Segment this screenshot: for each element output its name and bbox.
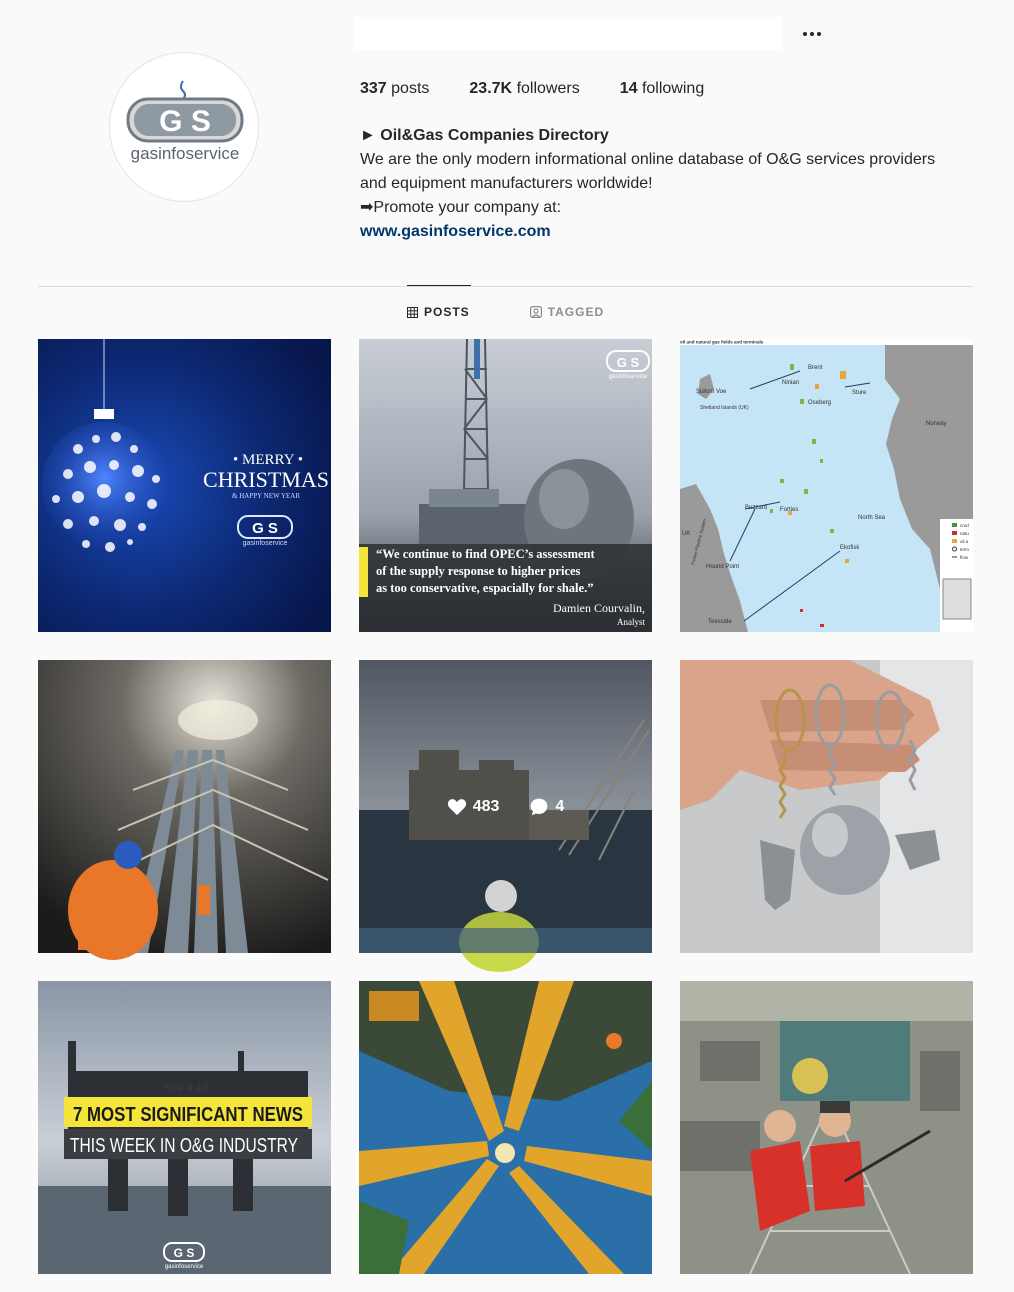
followers-stat[interactable] — [469, 80, 579, 98]
tower-selfie-image — [680, 981, 973, 1274]
profile-tabs — [407, 305, 604, 319]
more-dot-icon — [817, 32, 821, 36]
weekly-news-image — [38, 981, 331, 1274]
comment-icon — [529, 797, 549, 817]
christmas-text: CHRISTMAS — [203, 467, 329, 492]
map-label-forties: Forties — [780, 507, 799, 513]
post-hover-overlay — [359, 660, 652, 953]
username-field — [354, 17, 782, 50]
post-north-sea-map[interactable] — [680, 339, 973, 632]
map-legend-item: term — [960, 547, 969, 552]
opec-quote-post-image — [359, 339, 652, 632]
christmas-logo-text: gasinfoservice — [242, 540, 288, 547]
map-legend-item: oil a — [960, 539, 969, 544]
merry-text: • MERRY • — [233, 452, 303, 468]
posts-stat — [360, 80, 429, 98]
svg-text:G S: G S — [616, 355, 640, 370]
post-tower-selfie[interactable] — [680, 981, 973, 1274]
map-label-hound-point: Hound Point — [706, 564, 740, 570]
tagged-person-icon — [530, 306, 542, 318]
following-count: 14 — [619, 80, 638, 97]
svg-text:G S: G S — [173, 1246, 195, 1260]
profile-bio — [360, 124, 960, 244]
svg-text:G S: G S — [252, 520, 278, 537]
platform-interior-image — [38, 660, 331, 953]
quote-line-3: as too conservative, espacially for shale.” — [376, 581, 594, 595]
map-legend-item: crud — [960, 523, 969, 528]
map-label-oseberg: Oseberg — [808, 400, 832, 406]
bio-website-link[interactable]: www.gasinfoservice.com — [360, 223, 551, 240]
tab-posts-label: POSTS — [424, 305, 470, 319]
news-logo-text: gasinfoservice — [164, 1264, 204, 1270]
map-label-ekofisk: Ekofisk — [840, 545, 860, 551]
map-label-norway: Norway — [926, 421, 947, 427]
quote-author: Damien Courvalin, — [553, 601, 645, 615]
following-label: following — [641, 80, 705, 97]
avatar[interactable] — [109, 52, 259, 202]
bio-description: We are the only modern informational online database of O&G services providers and equipment manufacturers worldwide! — [360, 151, 936, 192]
post-derrick-view[interactable] — [359, 981, 652, 1274]
map-label-north-sea: North Sea — [858, 515, 886, 521]
map-label-buzzard: Buzzard — [745, 505, 768, 511]
post-offshore-platform[interactable] — [359, 660, 652, 953]
map-label-pipeline: Forties Pipeline System — [690, 518, 708, 566]
comments-value: 4 — [555, 797, 565, 815]
more-dot-icon — [803, 32, 807, 36]
north-sea-map-image — [680, 339, 973, 632]
christmas-post-image — [38, 339, 331, 632]
tabs-divider — [38, 286, 973, 287]
keychains-image — [680, 660, 973, 953]
derrick-view-image — [359, 981, 652, 1274]
new-year-text: & HAPPY NEW YEAR — [232, 492, 300, 500]
post-christmas[interactable] — [38, 339, 331, 632]
more-dot-icon — [810, 32, 814, 36]
followers-count: 23.7K — [469, 80, 513, 97]
following-stat[interactable] — [620, 80, 705, 98]
bio-name: ► Oil&Gas Companies Directory — [360, 127, 609, 144]
map-label-shetland: Shetland Islands (UK) — [700, 405, 749, 411]
map-label-sture: Sture — [852, 390, 867, 396]
posts-count: 337 — [360, 80, 387, 97]
tab-posts[interactable] — [407, 305, 470, 319]
post-platform-interior[interactable] — [38, 660, 331, 953]
posts-grid — [38, 339, 973, 1274]
likes-value: 483 — [472, 797, 500, 815]
map-label-uk: UK — [682, 531, 691, 537]
map-legend-item: natu — [960, 531, 969, 536]
tab-tagged-label: TAGGED — [547, 305, 605, 319]
followers-label: followers — [516, 80, 580, 97]
news-headline-2: THIS WEEK IN O&G INDUSTRY — [70, 1135, 298, 1157]
profile-stats — [360, 80, 704, 98]
active-tab-indicator — [407, 285, 471, 286]
quote-role: Analyst — [617, 617, 645, 627]
comments-count — [529, 797, 564, 817]
heart-icon — [447, 798, 467, 816]
grid-icon — [407, 307, 418, 318]
map-label-teesside: Teesside — [708, 619, 732, 625]
map-label-ninian: Ninian — [782, 380, 800, 386]
map-title: oil and natural gas fields and terminals — [680, 339, 764, 345]
gasinfoservice-logo — [110, 53, 260, 203]
post-keychains[interactable] — [680, 660, 973, 953]
map-legend-item: flow — [960, 555, 969, 560]
posts-label: posts — [391, 80, 430, 97]
quote-line-2: of the supply response to higher prices — [376, 564, 581, 578]
opec-logo-text: gasinfoservice — [608, 374, 648, 380]
tab-tagged[interactable] — [530, 305, 604, 319]
map-label-sullom-voe: Sullom Voe — [696, 389, 727, 395]
logo-mark-text: G S — [159, 105, 211, 138]
more-options-button[interactable] — [798, 22, 826, 46]
news-date: Nov 4-10 — [163, 1082, 209, 1094]
post-opec-quote[interactable] — [359, 339, 652, 632]
quote-line-1: “We continue to find OPEC’s assessment — [376, 547, 595, 561]
map-label-brent: Brent — [808, 365, 823, 371]
logo-text: gasinfoservice — [130, 144, 240, 163]
bio-promote: ➡Promote your company at: — [360, 199, 562, 216]
post-weekly-news[interactable] — [38, 981, 331, 1274]
news-headline-1: 7 MOST SIGNIFICANT NEWS — [73, 1104, 303, 1126]
likes-count — [447, 798, 500, 816]
